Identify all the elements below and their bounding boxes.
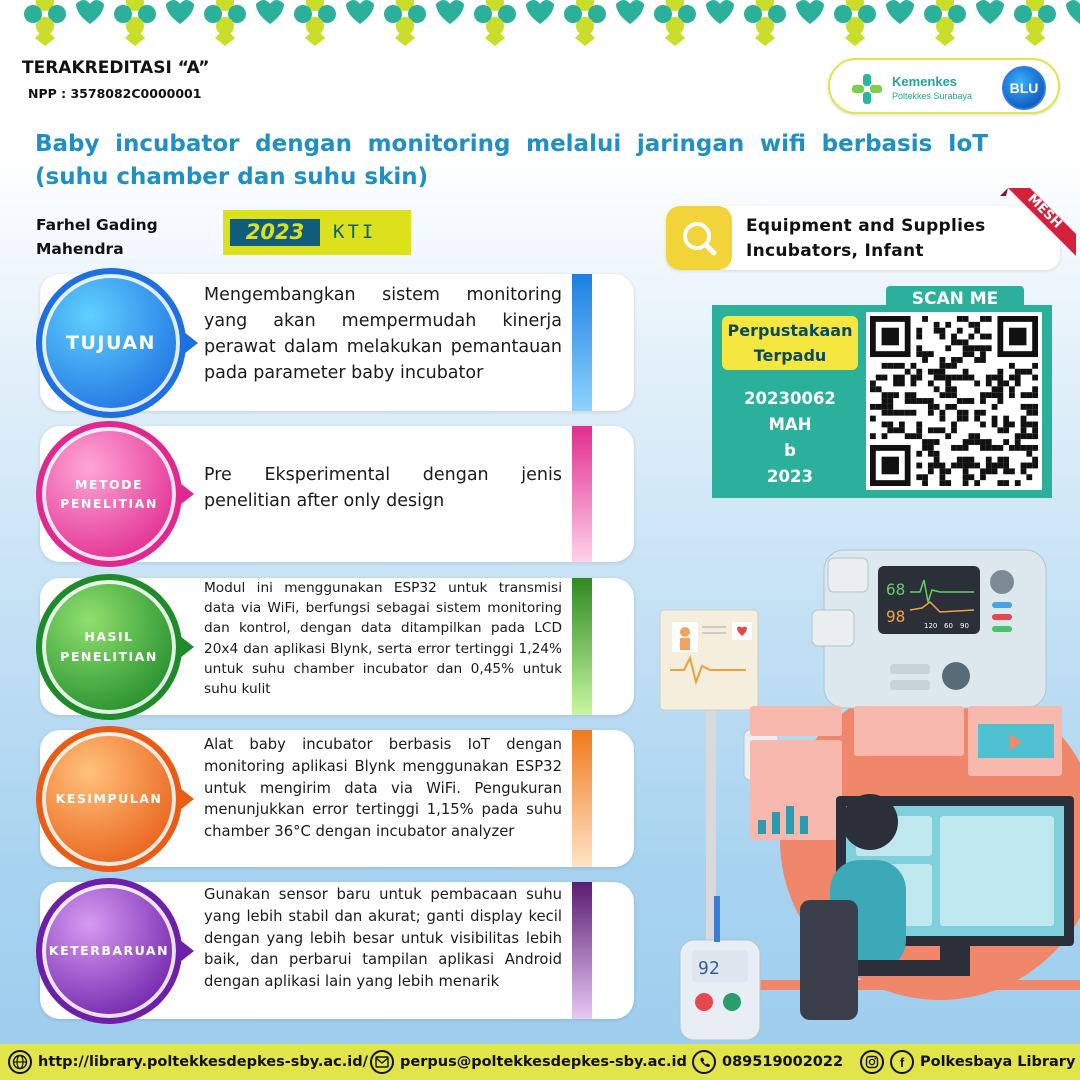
qr-code[interactable] xyxy=(866,312,1042,490)
border-ornament xyxy=(654,0,734,46)
border-ornament xyxy=(474,0,554,46)
year-badge xyxy=(223,210,411,255)
document-type-label: KTI xyxy=(333,221,377,243)
blu-badge: BLU xyxy=(1002,66,1046,110)
device-value: 92 xyxy=(698,958,720,979)
mail-icon xyxy=(370,1050,394,1074)
section-body-text: Gunakan sensor baru untuk pembacaan suhu yang lebih stabil dan akurat; ganti display kecil dengan yang lebih besar untuk visibilitas lebih baik, dan perbarui tampilan aplikasi Android dengan aplikasi lain yang lebih menarik xyxy=(204,886,562,991)
section-heading-label: KETERBARUAN xyxy=(48,942,170,958)
instagram-icon xyxy=(860,1050,884,1074)
section-pointer-arrow xyxy=(180,483,194,505)
mesh-ribbon xyxy=(1000,188,1076,268)
border-ornament xyxy=(384,0,464,46)
whatsapp-icon xyxy=(692,1050,716,1074)
call-number-line: MAH xyxy=(768,415,812,434)
section-heading-bubble xyxy=(36,726,182,872)
monitor-small-value: 120 xyxy=(924,622,938,630)
section-pointer-arrow xyxy=(180,788,194,810)
section-heading-bubble xyxy=(36,878,182,1024)
search-icon xyxy=(666,206,732,270)
mesh-subject-text: Equipment and Supplies Incubators, Infant xyxy=(746,216,986,261)
scan-me-label: SCAN ME xyxy=(886,286,1024,312)
author-name: Farhel Gading Mahendra xyxy=(36,216,158,258)
section-pointer-arrow xyxy=(180,940,194,962)
section-pointer-arrow xyxy=(180,636,194,658)
library-label: Perpustakaan Terpadu xyxy=(722,316,858,370)
section-accent-bar xyxy=(572,274,592,411)
monitor-small-value: 60 xyxy=(944,622,953,630)
mesh-ribbon-label: MESH xyxy=(1024,191,1065,232)
monitor-small-value: 90 xyxy=(960,622,969,630)
call-number xyxy=(722,386,858,490)
footer-website[interactable] xyxy=(8,1050,368,1074)
section-accent-bar xyxy=(572,578,592,715)
section-body-text: Modul ini menggunakan ESP32 untuk transmisi data via WiFi, berfungsi sebagai sistem monitoring dan kontrol, dengan data ditampilkan pada LCD 20x4 dan aplikasi Blynk, serta error tertinggi 1,24% untuk suhu chamber incubator dan 0,45% untuk suhu kulit xyxy=(204,580,562,698)
section-heading-bubble xyxy=(36,268,186,418)
section-heading-bubble xyxy=(36,421,182,567)
border-ornament xyxy=(1014,0,1080,46)
website-text[interactable]: http://library.poltekkesdepkes-sby.ac.id/ xyxy=(38,1054,368,1070)
footer-social[interactable] xyxy=(860,1050,1075,1074)
medical-illustration xyxy=(640,540,1080,1040)
border-ornament xyxy=(564,0,644,46)
phone-text[interactable]: 089519002022 xyxy=(722,1054,844,1070)
section-accent-bar xyxy=(572,730,592,867)
section-heading-bubble xyxy=(36,574,182,720)
top-decorative-border xyxy=(0,0,1080,46)
monitor-value-1: 68 xyxy=(886,580,906,599)
section-body-text: Alat baby incubator berbasis IoT dengan monitoring aplikasi Blynk menggunakan ESP32 untuk mengirim data via WiFi. Pengukuran menunjukkan error tertinggi 1,15% pada suhu chamber 36°C dengan incubator analyzer xyxy=(204,736,562,841)
section-accent-bar xyxy=(572,426,592,562)
accreditation-label: TERAKREDITASI “A” xyxy=(22,58,210,78)
border-ornament xyxy=(114,0,194,46)
call-number-line: 20230062 xyxy=(744,389,836,408)
section-heading-label: TUJUAN xyxy=(66,331,156,354)
institution-logo-box xyxy=(828,58,1060,114)
footer-phone[interactable] xyxy=(692,1050,843,1074)
facebook-icon: f xyxy=(890,1050,914,1074)
person-figure xyxy=(842,794,898,850)
border-ornament xyxy=(294,0,374,46)
section-body-text: Pre Eksperimental dengan jenis penelitian after only design xyxy=(204,465,562,511)
monitor-value-2: 98 xyxy=(886,607,906,626)
call-number-line: 2023 xyxy=(767,467,813,486)
call-number-line: b xyxy=(784,441,796,460)
section-accent-bar xyxy=(572,882,592,1019)
border-ornament xyxy=(744,0,824,46)
border-ornament xyxy=(834,0,914,46)
social-text[interactable]: Polkesbaya Library xyxy=(920,1054,1076,1070)
page-title: Baby incubator dengan monitoring melalui jaringan wifi berbasis IoT (suhu chamber dan suhu skin) xyxy=(35,131,988,190)
section-pointer-arrow xyxy=(184,332,198,354)
section-heading-label: METODE PENELITIAN xyxy=(60,476,158,511)
border-ornament xyxy=(24,0,104,46)
border-ornament xyxy=(204,0,284,46)
year-label: 2023 xyxy=(230,219,320,246)
border-ornament xyxy=(924,0,1004,46)
section-heading-label: KESIMPULAN xyxy=(55,790,163,806)
footer-bar xyxy=(0,1044,1080,1080)
logo-name: Kemenkes xyxy=(892,74,958,89)
npp-label: NPP : 3578082C0000001 xyxy=(28,86,202,101)
section-body-text: Mengembangkan sistem monitoring yang akan mempermudah kinerja perawat dalam melakukan pemantauan pada parameter baby incubator xyxy=(204,285,562,383)
mesh-icon-tile xyxy=(666,206,732,270)
section-heading-label: HASIL PENELITIAN xyxy=(60,629,158,664)
email-text[interactable]: perpus@poltekkesdepkes-sby.ac.id xyxy=(400,1054,687,1070)
logo-subtitle: Poltekkes Surabaya xyxy=(892,91,973,101)
globe-icon xyxy=(8,1050,32,1074)
kemenkes-logo-icon xyxy=(850,72,884,106)
footer-email[interactable] xyxy=(370,1050,687,1074)
